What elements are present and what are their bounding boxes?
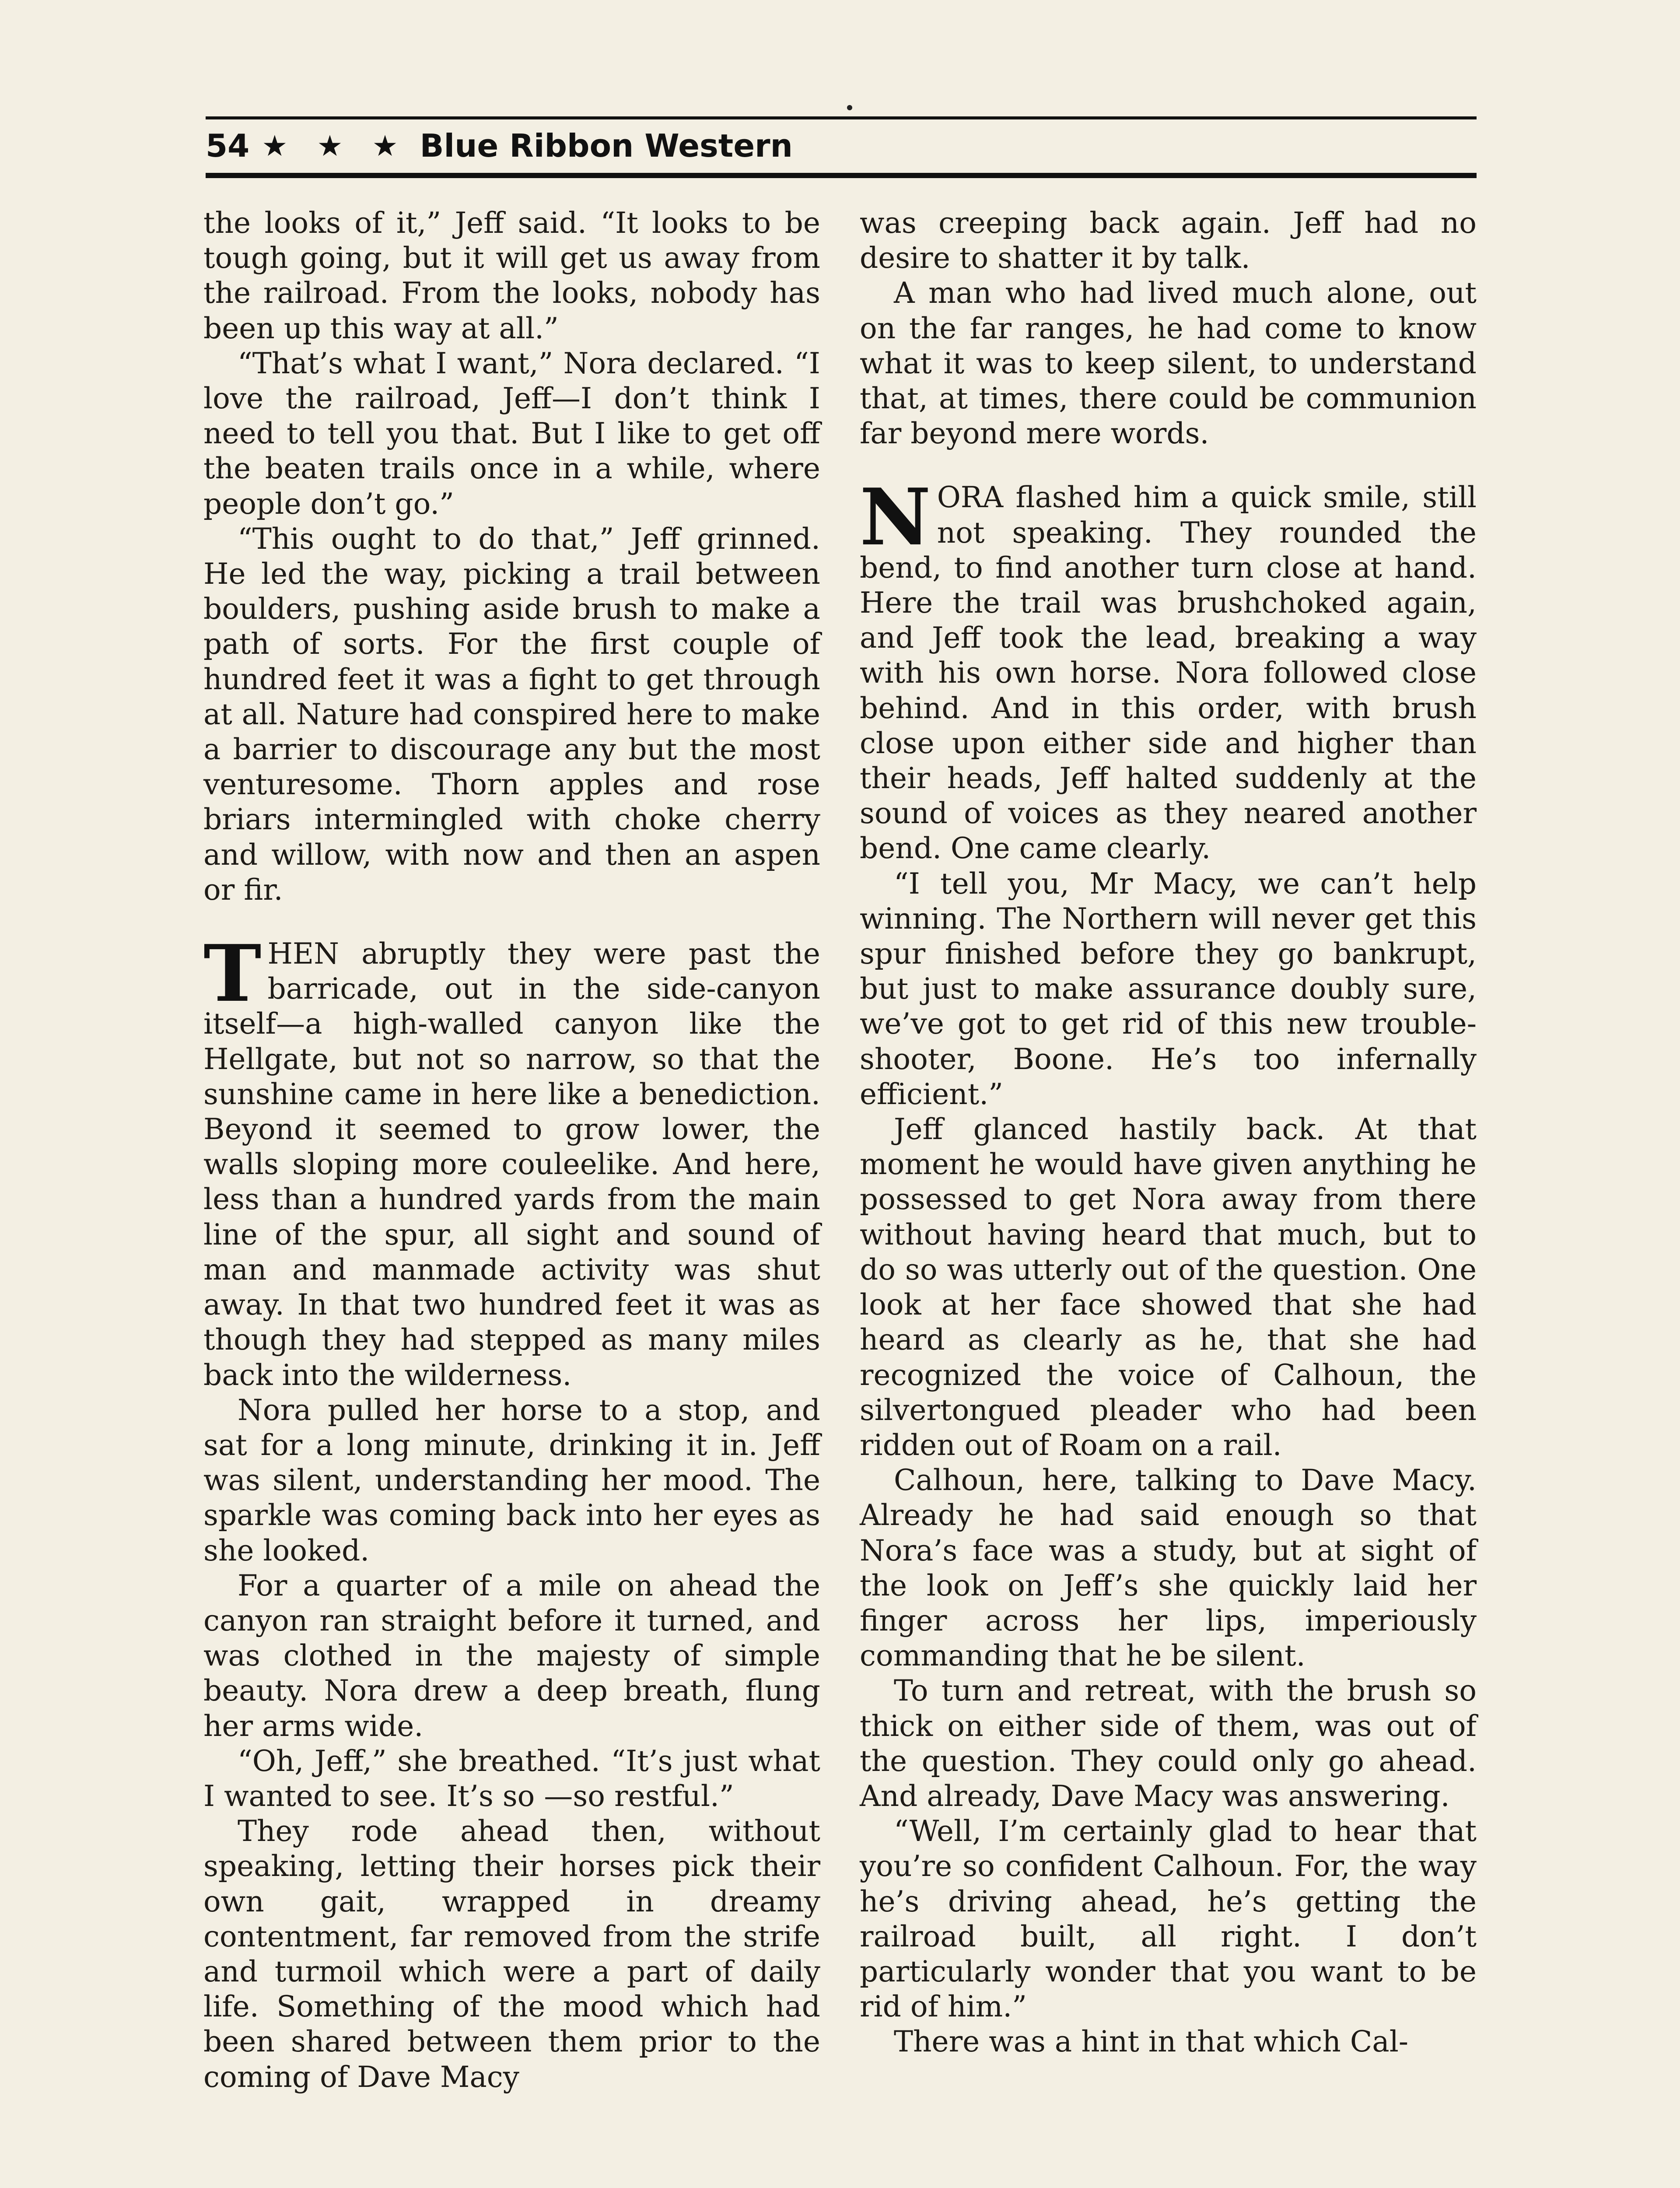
paragraph-text: For a quarter of a mile on ahead the canyon ran straight before it turned, and was clothed in the majesty of simple beauty. Nora drew a deep breath, flung her arms wide.	[203, 1568, 820, 1743]
drop-cap: N	[860, 471, 931, 563]
paragraph	[203, 1814, 820, 2095]
paragraph	[860, 1463, 1477, 1673]
drop-cap: T	[203, 928, 262, 1020]
left-column	[203, 206, 820, 2095]
paragraph-text: the looks of it,” Jeff said. “It looks to be tough going, but it will get us away from the railroad. From the looks, nobody has been up this way at all.”	[203, 206, 820, 345]
print-mark	[847, 105, 852, 110]
publication-title: Blue Ribbon Western	[420, 127, 793, 164]
paragraph	[860, 276, 1477, 451]
paragraph-text: They rode ahead then, without speaking, letting their horses pick their own gait, wrapped in dreamy contentment, far removed from the strife and turmoil which were a part of daily life. Something of the mood which had been shared between them prior to the coming of Dave Macy	[203, 1814, 820, 2094]
paragraph	[860, 1814, 1477, 2024]
paragraph	[860, 206, 1477, 276]
paragraph-text: abruptly they were past the barricade, out in the side-canyon itself—a high-walled canyon like the Hellgate, but not so narrow, so that the sunshine came in here like a benediction. Beyond it seemed to grow lower, the walls sloping more couleelike. And here, less than a hundred yards from the main line of the spur, all sight and sound of man and manmade activity was shut away. In that two hundred feet it was as though they had stepped as many miles back into the wilderness.	[203, 937, 820, 1392]
paragraph	[203, 1393, 820, 1568]
paragraph	[860, 2024, 1477, 2059]
paragraph	[860, 1673, 1477, 1814]
paragraph-text: “That’s what I want,” Nora declared. “I love the railroad, Jeff—I don’t think I need to tell you that. But I like to get off the beaten trails once in a while, where people don’t go.”	[203, 346, 820, 521]
paragraph	[203, 1744, 820, 1814]
paragraph-text: Nora pulled her horse to a stop, and sat for a long minute, drinking it in. Jeff was silent, understanding her mood. The sparkle was coming back into her eyes as she looked.	[203, 1393, 820, 1567]
lead-in: HEN	[267, 937, 339, 971]
paragraph	[203, 928, 820, 1393]
header-rule	[206, 173, 1477, 178]
paragraph-text: Calhoun, here, talking to Dave Macy. Already he had said enough so that Nora’s face was a study, but at sight of the look on Jeff’s she quickly laid her finger across her lips, imperiously commanding that he be silent.	[860, 1463, 1477, 1673]
paragraph-text: “Well, I’m certainly glad to hear that you’re so confident Calhoun. For, the way he’s driving ahead, he’s getting the railroad built, all right. I don’t particularly wonder that you want to be rid of him.”	[860, 1814, 1477, 2024]
paragraph	[860, 866, 1477, 1112]
paragraph-text: flashed him a quick smile, still not speaking. They rounded the bend, to find another turn close at hand. Here the trail was brushchoked again, and Jeff took the lead, breaking a way with his own horse. Nora followed close behind. And in this order, with brush close upon either side and higher than their heads, Jeff halted suddenly at the sound of voices as they neared another bend. One came clearly.	[860, 480, 1477, 866]
paragraph-text: “I tell you, Mr Macy, we can’t help winning. The Northern will never get this spur finished before they go bankrupt, but just to make assurance doubly sure, we’ve got to get rid of this new trouble-shooter, Boone. He’s too infernally efficient.”	[860, 866, 1477, 1111]
paragraph-text: “This ought to do that,” Jeff grinned. He led the way, picking a trail between boulders, pushing aside brush to make a path of sorts. For the first couple of hundred feet it was a fight to get through at all. Nature had conspired here to make a barrier to discourage any but the most venturesome. Thorn apples and rose briars intermingled with choke cherry and willow, with now and then an aspen or fir.	[203, 522, 820, 907]
right-column	[860, 206, 1477, 2060]
stars-ornament: ★ ★ ★	[262, 129, 408, 163]
paragraph	[203, 346, 820, 522]
paragraph-text: A man who had lived much alone, out on the far ranges, he had come to know what it was to keep silent, to understand that, at times, there could be communion far beyond mere words.	[860, 276, 1477, 451]
paragraph	[203, 1568, 820, 1744]
paragraph-text: “Oh, Jeff,” she breathed. “It’s just what I wanted to see. It’s so —so restful.”	[203, 1744, 820, 1813]
paragraph	[860, 471, 1477, 866]
paragraph-text: To turn and retreat, with the brush so thick on either side of them, was out of the question. They could only go ahead. And already, Dave Macy was answering.	[860, 1674, 1477, 1813]
paragraph-text: was creeping back again. Jeff had no desire to shatter it by talk.	[860, 206, 1477, 275]
header-rule-top	[206, 116, 1477, 119]
paragraph	[860, 1112, 1477, 1463]
paragraph-text: Jeff glanced hastily back. At that moment he would have given anything he possessed to get Nora away from there without having heard that much, but to do so was utterly out of the question. One look at her face showed that she had heard as clearly as he, that she had recognized the voice of Calhoun, the silvertongued pleader who had been ridden out of Roam on a rail.	[860, 1112, 1477, 1462]
lead-in: ORA	[937, 480, 1004, 515]
paragraph-text: There was a hint in that which Cal-	[894, 2025, 1409, 2059]
paragraph	[203, 206, 820, 346]
page-number: 54	[206, 127, 250, 164]
running-header	[206, 122, 1477, 170]
paragraph	[203, 522, 820, 908]
